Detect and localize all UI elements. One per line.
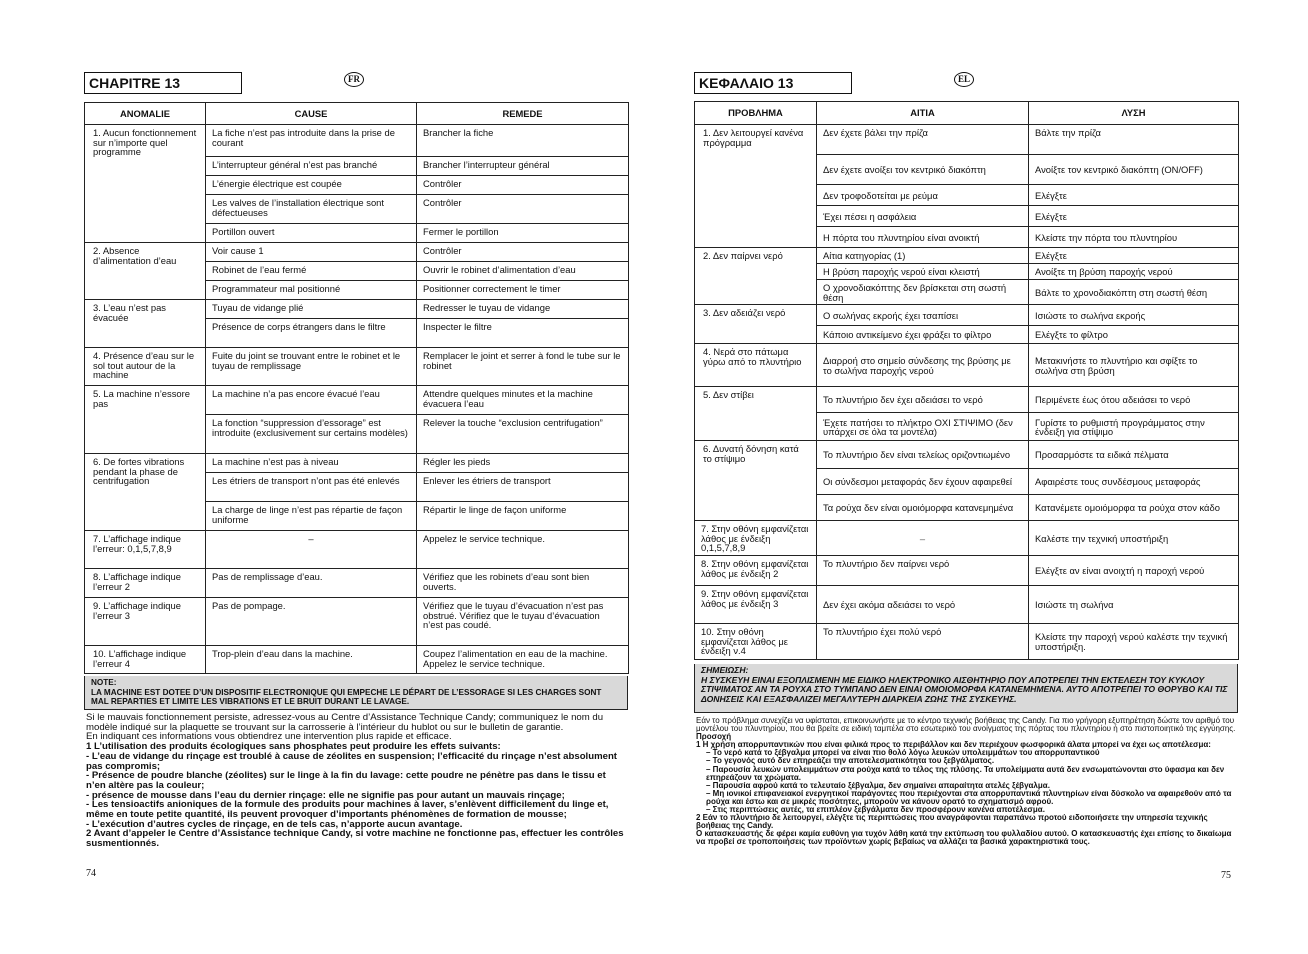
cause-cell: Portillon ouvert: [206, 224, 417, 243]
cause-cell: La charge de linge n’est pas répartie de façon uniforme: [206, 502, 417, 531]
problem-cell: 1. Δεν λειτουργεί κανένα πρόγραμμα: [695, 125, 817, 248]
anomaly-cell: 8. L’affichage indique l’erreur 2: [85, 569, 206, 598]
paragraph: Προσοχή: [696, 732, 732, 742]
cause-cell: Κάποιο αντικείμενο έχει φράξει το φίλτρο: [817, 326, 1029, 344]
problem-cell: 8. Στην οθόνη εμφανίζεται λάθος με ένδειξη 2: [695, 555, 817, 585]
remedy-cell: Ouvrir le robinet d’alimentation d’eau: [417, 262, 629, 281]
cause-cell: Διαρροή στο σημείο σύνδεσης της βρύσης με το σωλήνα παροχής νερού: [817, 344, 1029, 387]
remedy-cell: Contrôler: [417, 176, 629, 195]
remedy-cell: Brancher l’interrupteur général: [417, 157, 629, 176]
column-header-cause: ΑΙΤΙΑ: [817, 102, 1029, 125]
cause-cell: Έχει πέσει η ασφάλεια: [817, 206, 1029, 227]
list-item: - L’exécution d’autres cycles de rinçage, en de tels cas, n’apporte aucun avantage.: [86, 818, 463, 830]
cause-cell: Το πλυντήριο δεν έχει αδειάσει το νερό: [817, 387, 1029, 413]
note-title: ΣΗΜΕΙΩΣΗ:: [701, 665, 749, 675]
note-box: [84, 676, 628, 710]
anomaly-cell: 5. La machine n’essore pas: [85, 386, 206, 454]
chapter-title: CHAPITRE 13: [84, 72, 242, 94]
solution-cell: Περιμένετε έως ότου αδειάσει το νερό: [1029, 387, 1239, 413]
note-text: LA MACHINE EST DOTEE D’UN DISPOSITIF ELECTRONIQUE QUI EMPECHE LE DÉPART DE L’ESSORAGE SI LES CHARGES SONT MAL REPARTIES ET LIMITE LES VIBRATIONS ET LE BRUIT DURANT LE LAVAGE.: [91, 687, 602, 707]
cause-cell: Les valves de l’installation électrique sont défectueuses: [206, 195, 417, 224]
remedy-cell: Remplacer le joint et serrer à fond le tube sur le robinet: [417, 348, 629, 386]
cause-cell: Το πλυντήριο δεν παίρνει νερό: [817, 555, 1029, 585]
cause-cell: Présence de corps étrangers dans le filtre: [206, 319, 417, 348]
cause-cell: La machine n’a pas encore évacué l’eau: [206, 386, 417, 415]
list-item: – Το γεγονός αυτό δεν επηρεάζει την αποτελεσματικότητα του ξεβγάλματος.: [706, 756, 995, 766]
remedy-cell: Contrôler: [417, 243, 629, 262]
language-badge: EL: [954, 72, 974, 87]
cause-cell: Η βρύση παροχής νερού είναι κλειστή: [817, 264, 1029, 280]
solution-cell: Ανοίξτε τη βρύση παροχής νερού: [1029, 264, 1239, 280]
solution-cell: Ισιώστε τη σωλήνα: [1029, 585, 1239, 623]
solution-cell: Βάλτε το χρονοδιακόπτη στη σωστή θέση: [1029, 280, 1239, 305]
remedy-cell: Coupez l’alimentation en eau de la machine. Appelez le service technique.: [417, 646, 629, 674]
problem-cell: 6. Δυνατή δόνηση κατά το στίψιμο: [695, 441, 817, 521]
list-item: - Présence de poudre blanche (zéolites) sur le linge à la fin du lavage: cette poudre ne pénètre pas dans le tissu et n’en altère pas la couleur;: [86, 770, 606, 791]
list-item: – Παρουσία λευκών υπολειμμάτων στα ρούχα κατά το τέλος της πλύσης. Τα υπολείμματα αυτά δεν ενσωματώνονται στο ύφασμα και δεν επηρεάζουν τα χρώματα.: [706, 764, 1225, 782]
list-item: - présence de mousse dans l’eau du dernier rinçage: elle ne signifie pas pour autant un mauvais rinçage;: [86, 789, 565, 801]
remedy-cell: Fermer le portillon: [417, 224, 629, 243]
cause-cell: Δεν έχετε ανοίξει τον κεντρικό διακόπτη: [817, 155, 1029, 185]
list-item: 2 Εάν το πλυντήριο δε λειτουργεί, ελέγξτε τις περιπτώσεις που αναγράφονται παραπάνω προτού ειδοποιήσετε την υπηρεσία τεχνικής βοήθειας της Candy.: [696, 813, 1208, 831]
cause-cell: L’interrupteur général n’est pas branché: [206, 157, 417, 176]
cause-cell: Tuyau de vidange plié: [206, 300, 417, 319]
cause-cell: Το πλυντήριο έχει πολύ νερό: [817, 623, 1029, 659]
cause-cell: Programmateur mal positionné: [206, 281, 417, 300]
remedy-cell: Redresser le tuyau de vidange: [417, 300, 629, 319]
cause-cell: Το πλυντήριο δεν είναι τελείως οριζοντιωμένο: [817, 441, 1029, 469]
problem-cell: 3. Δεν αδειάζει νερό: [695, 305, 817, 344]
cause-cell: Δεν έχετε βάλει την πρίζα: [817, 125, 1029, 155]
solution-cell: Καλέστε την τεχνική υποστήριξη: [1029, 521, 1239, 556]
solution-cell: Ισιώστε το σωλήνα εκροής: [1029, 305, 1239, 326]
remedy-cell: Contrôler: [417, 195, 629, 224]
cause-cell: Fuite du joint se trouvant entre le robinet et le tuyau de remplissage: [206, 348, 417, 386]
cause-cell: La fonction “suppression d’essorage” est introduite (exclusivement sur certains modèles): [206, 415, 417, 454]
problem-cell: 4. Νερά στο πάτωμα γύρω από το πλυντήριο: [695, 344, 817, 387]
note-box: [694, 664, 1238, 713]
list-item: – Μη ιονικοί επιφανειακοί ενεργητικοί παράγοντες που περιέχονται στα απορρυπαντικά πλυντηρίων είναι δύσκολο να αφαιρεθούν από τα ρούχα και έστω και σε μικρές ποσότητες, μπορούν να κάνουν ορατό το σχηματισμό αφρού.: [706, 788, 1232, 806]
list-item: - L’eau de vidange du rinçage est troublé à cause de zéolites en suspension; l’efficacité du rinçage n’est absolument pas compromis;: [86, 750, 617, 772]
remedy-cell: Répartir le linge de façon uniforme: [417, 502, 629, 531]
cause-cell: La fiche n’est pas introduite dans la prise de courant: [206, 125, 417, 157]
cause-cell: Les étriers de transport n’ont pas été enlevés: [206, 473, 417, 502]
remedy-cell: Positionner correctement le timer: [417, 281, 629, 300]
solution-cell: Βάλτε την πρίζα: [1029, 125, 1239, 155]
problem-cell: 7. Στην οθόνη εμφανίζεται λάθος με ένδειξη 0,1,5,7,8,9: [695, 521, 817, 556]
troubleshooting-table: [694, 101, 1239, 660]
anomaly-cell: 10. L’affichage indique l’erreur 4: [85, 646, 206, 674]
cause-cell: Pas de pompage.: [206, 598, 417, 646]
anomaly-cell: 4. Présence d’eau sur le sol tout autour de la machine: [85, 348, 206, 386]
solution-cell: Κλείστε την πόρτα του πλυντηρίου: [1029, 227, 1239, 248]
remedy-cell: Enlever les étriers de transport: [417, 473, 629, 502]
solution-cell: Γυρίστε το ρυθμιστή προγράμματος στην ένδειξη για στίψιμο: [1029, 413, 1239, 441]
solution-cell: Αφαιρέστε τους συνδέσμους μεταφοράς: [1029, 469, 1239, 495]
cause-cell: Robinet de l’eau fermé: [206, 262, 417, 281]
remedy-cell: Vérifiez que le tuyau d’évacuation n’est pas obstrué. Vérifiez que le tuyau d’évacuation n’est pas coudé.: [417, 598, 629, 646]
cause-cell: Έχετε πατήσει το πλήκτρο ΟΧΙ ΣΤΙΨΙΜΟ (δεν υπάρχει σε όλα τα μοντέλα): [817, 413, 1029, 441]
cause-cell: Trop-plein d’eau dans la machine.: [206, 646, 417, 674]
remedy-cell: Vérifiez que les robinets d’eau sont bien ouverts.: [417, 569, 629, 598]
remedy-cell: Inspecter le filtre: [417, 319, 629, 348]
page-number: 75: [1221, 870, 1231, 881]
cause-cell: –: [817, 521, 1029, 556]
remedy-cell: Attendre quelques minutes et la machine évacuera l’eau: [417, 386, 629, 415]
column-header-cause: CAUSE: [206, 103, 417, 125]
solution-cell: Μετακινήστε το πλυντήριο και σφίξτε το σωλήνα στη βρύση: [1029, 344, 1239, 387]
page-number: 74: [86, 868, 96, 879]
problem-cell: 9. Στην οθόνη εμφανίζεται λάθος με ένδειξη 3: [695, 585, 817, 623]
solution-cell: Ανοίξτε τον κεντρικό διακόπτη (ON/OFF): [1029, 155, 1239, 185]
problem-cell: 10. Στην οθόνη εμφανίζεται λάθος με ένδειξη ν.4: [695, 623, 817, 659]
list-item: – Το νερό κατά το ξέβγαλμα μπορεί να είναι πιο θολό λόγω λευκών υπολειμμάτων του απορρυπαντικού: [706, 748, 1100, 758]
column-header-solution: ΛΥΣΗ: [1029, 102, 1239, 125]
cause-cell: Ο σωλήνας εκροής έχει τσαπίσει: [817, 305, 1029, 326]
anomaly-cell: 7. L’affichage indique l’erreur: 0,1,5,7,8,9: [85, 531, 206, 569]
list-item: - Les tensioactifs anioniques de la formule des produits pour machines à laver, s’enlèvent difficilement du linge et, même en toute petite quantité, ils peuvent provoquer d’importants phénomènes de formation de mousse;: [86, 799, 609, 821]
anomaly-cell: 9. L’affichage indique l’erreur 3: [85, 598, 206, 646]
solution-cell: Ελέγξτε το φίλτρο: [1029, 326, 1239, 344]
cause-cell: L’énergie électrique est coupée: [206, 176, 417, 195]
cause-cell: Δεν τροφοδοτείται με ρεύμα: [817, 185, 1029, 206]
list-item: 2 Avant d’appeler le Centre d’Assistance technique Candy, si votre machine ne fonctionne pas, effectuer les contrôles susmentionnés.: [86, 828, 624, 850]
cause-cell: La machine n’est pas à niveau: [206, 454, 417, 473]
list-item: – Παρουσία αφρού κατά το τελευταίο ξέβγαλμα, δεν σημαίνει απαραίτητα ατελές ξέβγαλμα.: [706, 780, 1050, 790]
problem-cell: 5. Δεν στίβει: [695, 387, 817, 441]
solution-cell: Προσαρμόστε τα ειδικά πέλματα: [1029, 441, 1239, 469]
list-item: 1 Η χρήση απορρυπαντικών που είναι φιλικά προς το περιβάλλον και δεν περιέχουν φωσφορικά άλατα μπορεί να έχει ως αποτέλεσμα:: [696, 740, 1211, 750]
anomaly-cell: 6. De fortes vibrations pendant la phase de centrifugation: [85, 454, 206, 531]
remedy-cell: Relever la touche “exclusion centrifugation”: [417, 415, 629, 454]
paragraph: Εάν το πρόβλημα συνεχίζει να υφίσταται, επικοινωνήστε με το κέντρο τεχνικής βοήθειας της Candy. Για πιο γρήγορη εξυπηρέτηση δώστε τον αριθμό του μοντέλου του πλυντηρίου, που θα βρείτε σε ειδική ταμπέλα στο εσωτερικό του ανοίγματος της πόρτας του πλυντηρίου ή στο πιστοποιητικό της εγγύησης.: [696, 716, 1236, 734]
body-text: [696, 717, 1238, 847]
list-item: Ο κατασκευαστής δε φέρει καμία ευθύνη για τυχόν λάθη κατά την εκτύπωση του φυλλαδίου αυτού. Ο κατασκευαστής έχει επίσης το δικαίωμα να προβεί σε τροποποιήσεις των προϊόντων χωρίς βεβαίως να αλλάζει τα βασικά χαρακτηριστικά τους.: [696, 829, 1232, 847]
chapter-title: ΚΕΦΑΛΑΙΟ 13: [694, 72, 852, 94]
anomaly-cell: 1. Aucun fonctionnement sur n’importe quel programme: [85, 125, 206, 243]
note-text: Η ΣΥΣΚΕΥΗ ΕΙΝΑΙ ΕΞΟΠΛΙΣΜΕΝΗ ΜΕ ΕΙΔΙΚΟ ΗΛΕΚΤΡΟΝΙΚΟ ΑΙΣΘΗΤΗΡΙΟ ΠΟΥ ΑΠΟΤΡΕΠΕΙ ΤΗΝ ΕΚΤΕΛΕΣΗ ΤΟΥ ΚΥΚΛΟΥ ΣΤΙΨΙΜΑΤΟΣ ΑΝ ΤΑ ΡΟΥΧΑ ΣΤΟ ΤΥΜΠΑΝΟ ΔΕΝ ΕΙΝΑΙ ΟΜΟΙΟΜΟΡΦΑ ΚΑΤΑΝΕΜΗΜΕΝΑ. ΑΥΤΟ ΑΠΟΤΡΕΠΕΙ ΤΟ ΘΟΡΥΒΟ ΚΑΙ ΤΙΣ ΔΟΝΗΣΕΙΣ ΚΑΙ ΕΞΑΣΦΑΛΙΖΕΙ ΜΕΓΑΛΥΤΕΡΗ ΔΙΑΡΚΕΙΑ ΖΩΗΣ ΤΗΣ ΣΥΣΚΕΥΗΣ.: [701, 674, 1228, 704]
cause-cell: Αίτια κατηγορίας (1): [817, 248, 1029, 264]
problem-cell: 2. Δεν παίρνει νερό: [695, 248, 817, 305]
remedy-cell: Brancher la fiche: [417, 125, 629, 157]
language-badge: FR: [344, 72, 364, 87]
solution-cell: Ελέγξτε: [1029, 185, 1239, 206]
column-header-problem: ΠΡΟΒΛΗΜΑ: [695, 102, 817, 125]
solution-cell: Κλείστε την παροχή νερού καλέστε την τεχνική υποστήριξη.: [1029, 623, 1239, 659]
list-item: 1 L’utilisation des produits écologiques sans phosphates peut produire les effets suivants:: [86, 741, 501, 753]
anomaly-cell: 3. L’eau n’est pas évacuée: [85, 300, 206, 348]
cause-cell: –: [206, 531, 417, 569]
solution-cell: Κατανέμετε ομοιόμορφα τα ρούχα στον κάδο: [1029, 495, 1239, 521]
body-text: [86, 713, 628, 849]
paragraph: En indiquant ces informations vous obtiendrez une intervention plus rapide et efficace.: [86, 731, 452, 743]
cause-cell: Voir cause 1: [206, 243, 417, 262]
cause-cell: Τα ρούχα δεν είναι ομοιόμορφα κατανεμημένα: [817, 495, 1029, 521]
column-header-anomaly: ANOMALIE: [85, 103, 206, 125]
remedy-cell: Appelez le service technique.: [417, 531, 629, 569]
cause-cell: Οι σύνδεσμοι μεταφοράς δεν έχουν αφαιρεθεί: [817, 469, 1029, 495]
list-item: – Στις περιπτώσεις αυτές, τα επιπλέον ξεβγάλματα δεν προσφέρουν κανένα αποτέλεσμα.: [706, 805, 1045, 815]
solution-cell: Ελέγξτε: [1029, 206, 1239, 227]
cause-cell: Δεν έχει ακόμα αδειάσει το νερό: [817, 585, 1029, 623]
cause-cell: Pas de remplissage d’eau.: [206, 569, 417, 598]
troubleshooting-table: [84, 102, 629, 674]
paragraph: Si le mauvais fonctionnement persiste, adressez-vous au Centre d’Assistance Technique Candy; communiquez le nom du modèle indiqué sur la plaquette se trouvant sur la carrosserie à l’intérieur du hublot ou sur le bulletin de garantie.: [86, 712, 604, 733]
note-title: NOTE:: [91, 678, 117, 687]
remedy-cell: Régler les pieds: [417, 454, 629, 473]
anomaly-cell: 2. Absence d’alimentation d’eau: [85, 243, 206, 300]
solution-cell: Ελέγξτε αν είναι ανοιχτή η παροχή νερού: [1029, 555, 1239, 585]
solution-cell: Ελέγξτε: [1029, 248, 1239, 264]
cause-cell: Η πόρτα του πλυντηρίου είναι ανοικτή: [817, 227, 1029, 248]
cause-cell: Ο χρονοδιακόπτης δεν βρίσκεται στη σωστή θέση: [817, 280, 1029, 305]
column-header-remedy: REMEDE: [417, 103, 629, 125]
